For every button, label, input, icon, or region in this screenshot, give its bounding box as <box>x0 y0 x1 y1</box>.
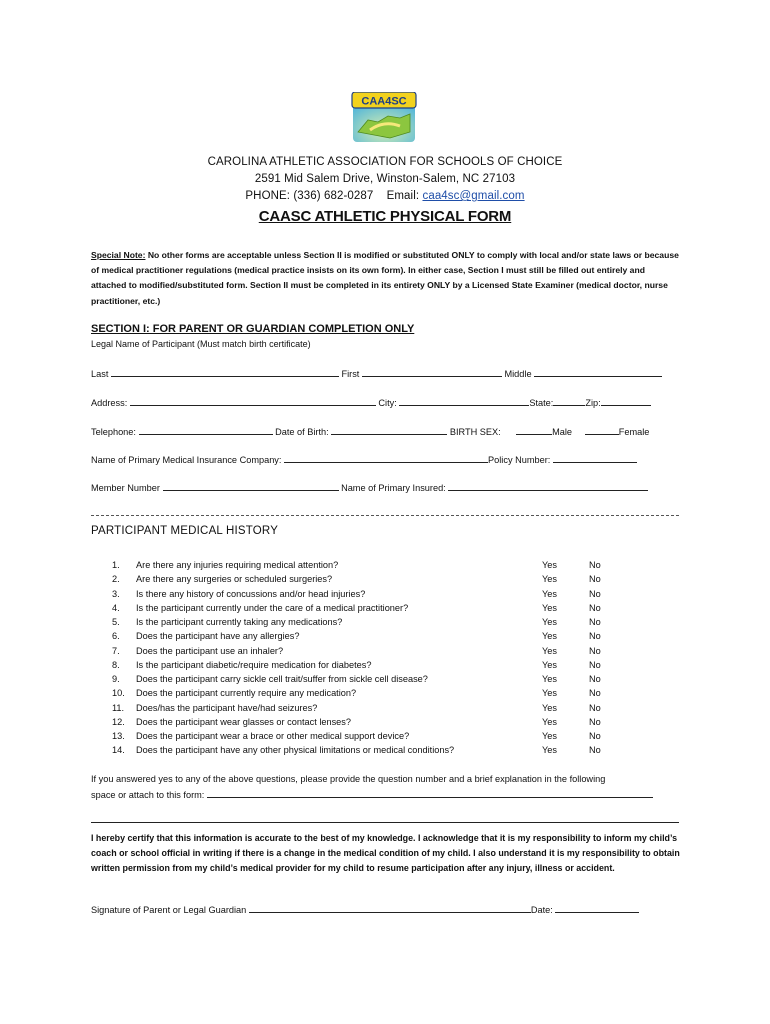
first-name-field[interactable] <box>362 367 502 377</box>
dob-field[interactable] <box>331 425 447 435</box>
yes-option[interactable]: Yes <box>542 659 557 670</box>
question-number: 8. <box>112 659 120 670</box>
explanation-line-2 <box>91 787 691 803</box>
medical-question-list <box>91 558 691 758</box>
no-option[interactable]: No <box>589 602 601 613</box>
yes-option[interactable]: Yes <box>542 645 557 656</box>
question-text: Does/has the participant have/had seizures? <box>136 702 318 713</box>
yes-option[interactable]: Yes <box>542 602 557 613</box>
org-name: CAROLINA ATHLETIC ASSOCIATION FOR SCHOOLS OF CHOICE <box>207 156 563 168</box>
explanation-line-1: If you answered yes to any of the above questions, please provide the question number and a brief explanation in the following <box>91 774 606 784</box>
yes-option[interactable]: Yes <box>542 631 557 642</box>
org-contact <box>0 190 770 202</box>
first-name-label: First <box>341 369 360 379</box>
explanation-block <box>91 771 691 803</box>
male-field[interactable] <box>516 425 552 435</box>
signature-row <box>91 903 639 915</box>
question-text: Are there any surgeries or scheduled surgeries? <box>136 574 333 585</box>
no-option[interactable]: No <box>589 574 601 585</box>
medical-question-row <box>91 572 691 586</box>
yes-option[interactable]: Yes <box>542 617 557 627</box>
medical-question-row <box>91 715 691 729</box>
question-text: Is there any history of concussions and/or head injuries? <box>136 588 366 599</box>
no-option[interactable]: No <box>589 716 601 727</box>
city-label: City: <box>378 398 397 408</box>
no-option[interactable]: No <box>589 688 601 699</box>
member-number-field[interactable] <box>163 481 339 491</box>
question-number: 3. <box>112 588 120 599</box>
zip-label: Zip: <box>585 398 601 408</box>
question-text: Does the participant wear glasses or contact lenses? <box>136 716 352 727</box>
telephone-label: Telephone: <box>91 427 136 437</box>
question-number: 5. <box>112 617 120 627</box>
section-1-title: SECTION I: FOR PARENT OR GUARDIAN COMPLETION ONLY <box>91 323 415 335</box>
medical-question-row <box>91 686 691 700</box>
medical-question-row <box>91 629 691 643</box>
no-option[interactable]: No <box>589 674 601 684</box>
insurance-company-field[interactable] <box>284 453 488 463</box>
question-number: 4. <box>112 602 120 613</box>
medical-question-row <box>91 672 691 686</box>
question-text: Does the participant use an inhaler? <box>136 645 284 656</box>
birth-sex-label: BIRTH SEX: <box>449 427 501 437</box>
insurance-company-label: Name of Primary Medical Insurance Company: <box>91 455 282 465</box>
no-option[interactable]: No <box>589 560 601 570</box>
no-option[interactable]: No <box>589 745 601 756</box>
logo-text: CAA4SC <box>361 95 407 108</box>
yes-option[interactable]: Yes <box>542 560 557 570</box>
no-option[interactable]: No <box>589 659 601 670</box>
medical-question-row <box>91 729 691 743</box>
medical-question-row <box>91 601 691 615</box>
medical-question-row <box>91 701 691 715</box>
policy-number-label: Policy Number: <box>488 455 551 465</box>
yes-option[interactable]: Yes <box>542 745 557 756</box>
state-field[interactable] <box>553 396 585 406</box>
question-number: 10. <box>112 688 125 699</box>
form-title: CAASC ATHLETIC PHYSICAL FORM <box>258 208 512 225</box>
certification-text: I hereby certify that this information is accurate to the best of my knowledge. I acknowledge that it is my responsibility to inform my child’s coach or school official in writing if there is a change in the medical condition of my child. I also understand it is my responsibility to obtain written permission from my child’s medical provider for my child to resume participation after any injury, illness or accident. <box>91 833 680 874</box>
question-text: Does the participant have any other physical limitations or medical conditions? <box>136 745 455 756</box>
caa4sc-logo <box>350 92 418 142</box>
medical-question-row <box>91 644 691 658</box>
yes-option[interactable]: Yes <box>542 702 557 713</box>
special-note-text: No other forms are acceptable unless Section II is modified or substituted ONLY to comply with local and/or state laws or because of medical practitioner regulations (medical practice insists on its own form). In either case, Section I must still be filled out entirely and attached to modified/substituted form. Section II must be completed in its entirety ONLY by a Licensed State Examiner (medical doctor, nurse practitioner, etc.) <box>91 250 679 306</box>
question-text: Is the participant diabetic/require medication for diabetes? <box>136 659 372 670</box>
medical-question-row <box>91 587 691 601</box>
email-label: Email: <box>386 190 420 202</box>
org-phone: PHONE: (336) 682-0287 <box>245 190 374 202</box>
question-text: Does the participant have any allergies? <box>136 631 300 642</box>
yes-option[interactable]: Yes <box>542 674 557 684</box>
question-number: 6. <box>112 631 120 642</box>
insurance-row <box>91 453 681 465</box>
yes-option[interactable]: Yes <box>542 716 557 727</box>
section-divider <box>91 515 679 516</box>
female-label: Female <box>618 427 650 437</box>
question-number: 13. <box>112 731 125 741</box>
address-label: Address: <box>91 398 128 408</box>
phone-dob-row <box>91 425 681 437</box>
yes-option[interactable]: Yes <box>542 688 557 699</box>
yes-option[interactable]: Yes <box>542 574 557 585</box>
primary-insured-label: Name of Primary Insured: <box>341 483 446 493</box>
medical-question-row <box>91 558 691 572</box>
question-number: 12. <box>112 716 125 727</box>
city-field[interactable] <box>399 396 529 406</box>
zip-field[interactable] <box>601 396 651 406</box>
signature-date-label: Date: <box>530 905 553 915</box>
question-number: 11. <box>112 702 125 713</box>
explanation-label: space or attach to this form: <box>91 790 205 800</box>
no-option[interactable]: No <box>589 617 601 627</box>
medical-question-row <box>91 615 691 629</box>
signature-date-field[interactable] <box>555 903 639 913</box>
medical-history-title: PARTICIPANT MEDICAL HISTORY <box>91 525 279 537</box>
last-name-field[interactable] <box>111 367 339 377</box>
no-option[interactable]: No <box>589 731 601 741</box>
no-option[interactable]: No <box>589 702 601 713</box>
special-note-lead: Special Note: <box>91 250 146 260</box>
male-label: Male <box>552 427 572 437</box>
question-number: 14. <box>112 745 125 756</box>
member-row <box>91 481 681 493</box>
question-text: Does the participant carry sickle cell trait/suffer from sickle cell disease? <box>136 674 428 684</box>
address-row <box>91 396 681 408</box>
dob-label: Date of Birth: <box>275 427 329 437</box>
explanation-field[interactable] <box>207 788 653 798</box>
legal-name-note: Legal Name of Participant (Must match birth certificate) <box>91 339 311 349</box>
question-text: Are there any injuries requiring medical attention? <box>136 560 339 570</box>
no-option[interactable]: No <box>589 631 601 642</box>
female-field[interactable] <box>585 425 619 435</box>
yes-option[interactable]: Yes <box>542 731 557 741</box>
last-name-label: Last <box>91 369 109 379</box>
question-text: Does the participant currently require any medication? <box>136 688 357 699</box>
question-number: 7. <box>112 645 120 656</box>
question-text: Is the participant currently taking any medications? <box>136 617 343 627</box>
question-text: Is the participant currently under the care of a medical practitioner? <box>136 602 409 613</box>
question-text: Does the participant wear a brace or other medical support device? <box>136 731 410 741</box>
no-option[interactable]: No <box>589 645 601 656</box>
signature-label: Signature of Parent or Legal Guardian <box>91 905 247 915</box>
address-field[interactable] <box>130 396 376 406</box>
primary-insured-field[interactable] <box>448 481 648 491</box>
question-number: 1. <box>112 560 120 570</box>
middle-name-field[interactable] <box>534 367 662 377</box>
special-note <box>91 248 681 309</box>
medical-question-row <box>91 658 691 672</box>
medical-question-row <box>91 743 691 757</box>
middle-name-label: Middle <box>504 369 532 379</box>
telephone-field[interactable] <box>139 425 273 435</box>
state-label: State: <box>529 398 554 408</box>
no-option[interactable]: No <box>589 588 601 599</box>
question-number: 2. <box>112 574 120 585</box>
policy-number-field[interactable] <box>553 453 637 463</box>
org-address: 2591 Mid Salem Drive, Winston-Salem, NC 27103 <box>254 173 516 185</box>
name-row <box>91 367 681 379</box>
member-number-label: Member Number <box>91 483 160 493</box>
email-link[interactable]: caa4sc@gmail.com <box>422 190 525 202</box>
signature-field[interactable] <box>249 903 531 913</box>
yes-option[interactable]: Yes <box>542 588 557 599</box>
certification-divider <box>91 822 679 823</box>
question-number: 9. <box>112 674 120 684</box>
